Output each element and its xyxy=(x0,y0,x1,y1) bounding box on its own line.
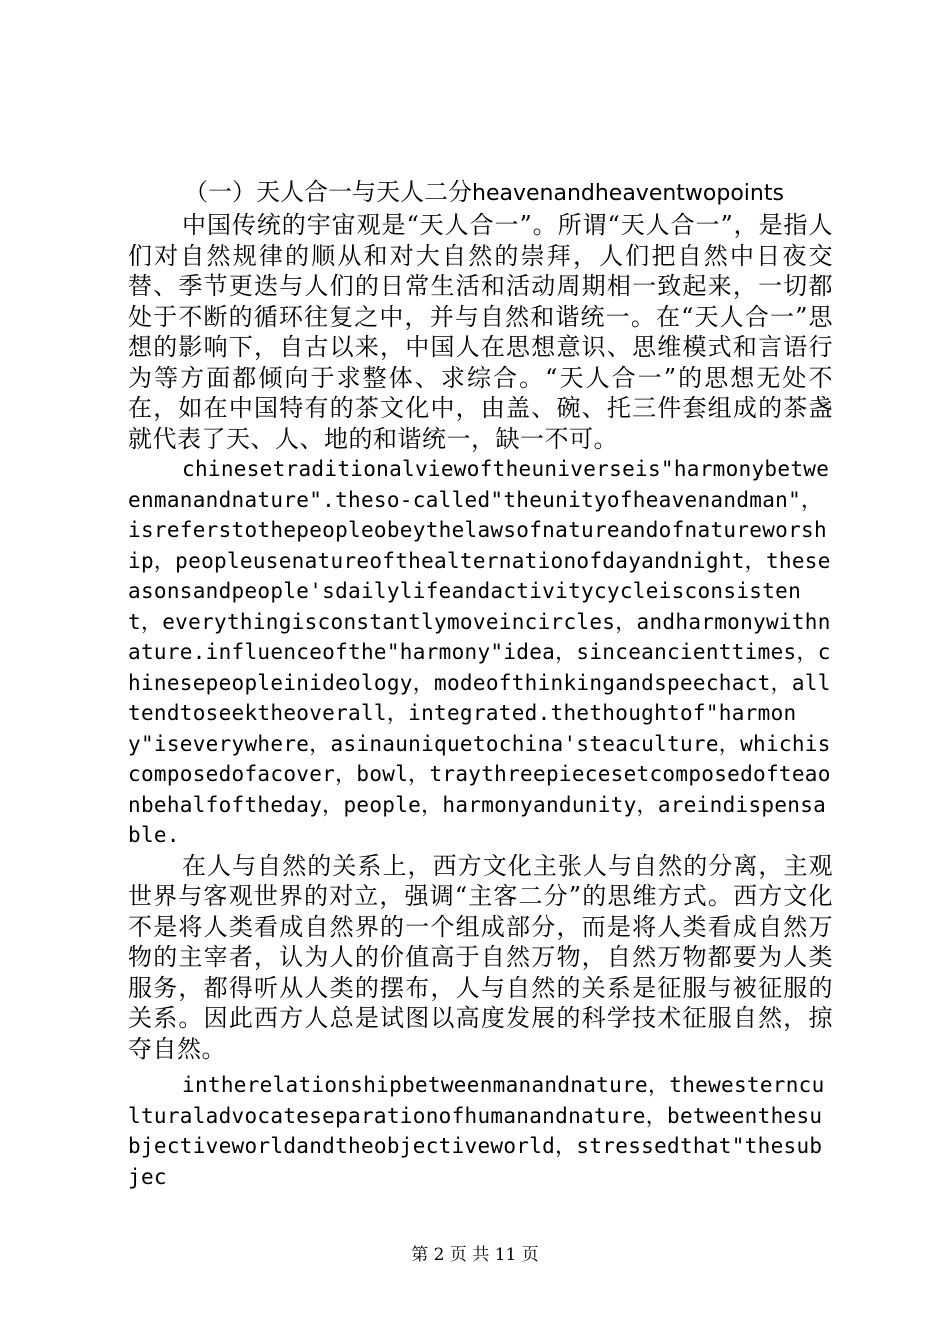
section-heading xyxy=(128,176,833,210)
page-footer xyxy=(0,1243,950,1267)
paragraph-cn-harmony: 中国传统的宇宙观是“天人合一”。所谓“天人合一”，是指人们对自然规律的顺从和对大自然的崇拜，人们把自然中日夜交替、季节更迭与人们的日常生活和活动周期相一致起来，一切都处于不断的循环往复之中，并与自然和谐统一。在“天人合一”思想的影响下，自古以来，中国人在思想意识、思维模式和言语行为等方面都倾向于求整体、求综合。“天人合一”的思想无处不在，如在中国特有的茶文化中，由盖、碗、托三件套组成的茶盏就代表了天、人、地的和谐统一，缺一不可。 xyxy=(128,211,833,453)
paragraph-en-harmony: chinesetraditionalviewoftheuniverseis"harmonybetweenmanandnature".theso-called"theunityofheavenandman"，isreferstothepeopleobeythelawsofnatureandofnatureworship，peopleusenatureofthealternationofdayandnight，theseasonsandpeople'sdailylifeandactivitycycleisconsistent，everythingisconstantlymoveincircles，andharmonywithnature.influenceofthe"harmony"idea，sinceancienttimes，chinesepeopleinideology，modeofthinkingandspeechact，alltendtoseektheoverall，integrated.thethoughtof"harmony"iseverywhere，asinauniquetochina'steaculture，whichiscomposedofacover，bowl，traythreepiecesetcomposedofteaonbehalfoftheday，people，harmonyandunity，areindispensable. xyxy=(128,457,831,847)
section-heading-cn: （一）天人合一与天人二分 xyxy=(184,178,472,206)
page-content xyxy=(128,176,833,1192)
page-number: 第 2 页 共 11 页 xyxy=(411,1245,539,1265)
paragraph-cn-separation: 在人与自然的关系上，西方文化主张人与自然的分离，主观世界与客观世界的对立，强调“主客二分”的思维方式。西方文化不是将人类看成自然界的一个组成部分，而是将人类看成自然万物的主宰者，认为人的价值高于自然万物，自然万物都要为人类服务，都得听从人类的摆布，人与自然的关系是征服与被征服的关系。因此西方人总是试图以高度发展的科学技术征服自然，掠夺自然。 xyxy=(128,851,833,1063)
paragraph-en-separation: intherelationshipbetweenmanandnature，thewesternculturaladvocateseparationofhumanandnature，betweenthesubjectiveworldandtheobjectiveworld，stressedthat"thesubjec xyxy=(128,1073,825,1189)
section-heading-en: heavenandheaventwopoints xyxy=(472,181,784,206)
